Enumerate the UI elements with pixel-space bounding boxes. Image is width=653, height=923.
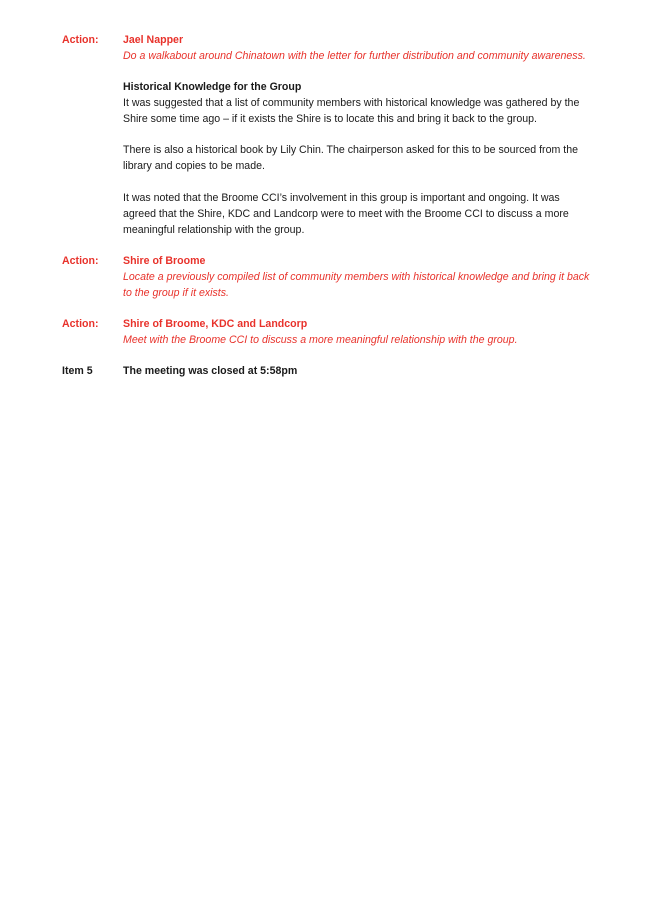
item-block-5: [62, 364, 590, 380]
action-block-jael-napper: [62, 33, 590, 64]
item-label: Item 5: [62, 365, 93, 378]
section-historical-knowledge: [62, 80, 590, 238]
item-text: The meeting was closed at 5:58pm: [123, 365, 298, 378]
action-label: Action:: [62, 318, 99, 331]
spacer: [62, 64, 590, 80]
spacer: [62, 301, 590, 317]
action-label: Action:: [62, 255, 99, 268]
action-description: Meet with the Broome CCI to discuss a more meaningful relationship with the group.: [123, 333, 518, 346]
body-paragraph: It was noted that the Broome CCI’s involvement in this group is important and ongoing. It was agreed that the Shire, KDC and Landcorp were to meet with the Broome CCI to discuss a more meaningful relationship with the group.: [123, 191, 569, 236]
body-paragraph: It was suggested that a list of community members with historical knowledge was gathered by the Shire some time ago – if it exists the Shire is to locate this and bring it back to the group.: [123, 97, 580, 125]
spacer: [62, 238, 590, 254]
action-content: [123, 317, 590, 348]
action-assignee: Jael Napper: [123, 34, 184, 46]
section-heading: Historical Knowledge for the Group: [123, 81, 302, 94]
item-content: [123, 364, 590, 380]
action-content: [123, 254, 590, 301]
spacer: [123, 175, 590, 191]
section-content: [123, 80, 590, 238]
body-paragraph: There is also a historical book by Lily Chin. The chairperson asked for this to be sourced from the library and copies to be made.: [123, 144, 578, 173]
action-content: [123, 33, 590, 64]
spacer: [123, 128, 590, 144]
action-description: Do a walkabout around Chinatown with the letter for further distribution and community awareness.: [123, 49, 586, 62]
action-assignee: Shire of Broome, KDC and Landcorp: [123, 318, 308, 331]
action-label: Action:: [62, 34, 99, 46]
action-description: Locate a previously compiled list of community members with historical knowledge and bring it back to the group if it exists.: [123, 271, 590, 299]
action-block-shire-kdc-landcorp: [62, 317, 590, 348]
action-assignee: Shire of Broome: [123, 255, 206, 268]
spacer: [62, 348, 590, 364]
action-block-shire-of-broome: [62, 254, 590, 301]
